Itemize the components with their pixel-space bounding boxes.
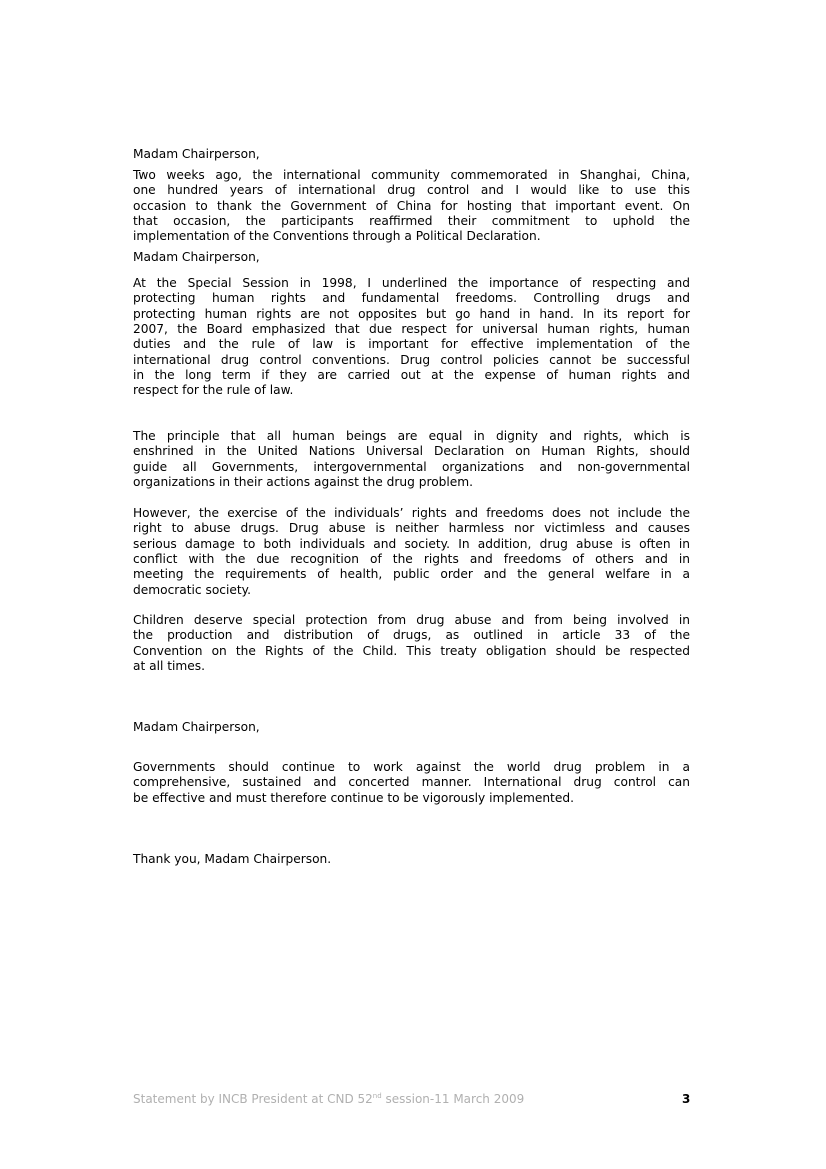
text-line: meeting the requirements of health, public order and the general welfare in a [133, 567, 690, 582]
footer-title: Statement by INCB President at CND 52 [133, 1092, 373, 1106]
text-line: guide all Governments, intergovernmental organizations and non-governmental [133, 459, 690, 474]
text-line: Thank you, Madam Chairperson. [133, 852, 332, 866]
paragraph [133, 760, 690, 806]
text-line: At the Special Session in 1998, I underlined the importance of respecting and [133, 276, 690, 290]
text-line: comprehensive, sustained and concerted manner. International drug control can [133, 775, 690, 790]
text-line: at all times. [133, 659, 205, 674]
text-line: conflict with the due recognition of the rights and freedoms of others and in [133, 552, 690, 567]
text-line: in the long term if they are carried out at the expense of human rights and [133, 368, 690, 383]
text-line: Madam Chairperson, [133, 720, 260, 734]
text-line: However, the exercise of the individuals’ rights and freedoms does not include the [133, 506, 690, 520]
text-line: Convention on the Rights of the Child. This treaty obligation should be respected [133, 643, 690, 658]
footer-date: session-11 March 2009 [381, 1092, 525, 1106]
text-line: be effective and must therefore continue to be vigorously implemented. [133, 790, 574, 805]
text-line: serious damage to both individuals and society. In addition, drug abuse is often in [133, 536, 690, 551]
text-line: Two weeks ago, the international community commemorated in Shanghai, China, [133, 168, 690, 182]
text-line: protecting human rights are not opposites but go hand in hand. In its report for [133, 306, 690, 321]
salutation [133, 250, 690, 265]
text-line: one hundred years of international drug control and I would like to use this [133, 183, 690, 198]
paragraph [133, 613, 690, 674]
text-line: Governments should continue to work against the world drug problem in a [133, 760, 690, 774]
page-number: 3 [682, 1092, 691, 1106]
text-line: the production and distribution of drugs, as outlined in article 33 of the [133, 628, 690, 643]
text-line: Madam Chairperson, [133, 250, 260, 264]
salutation [133, 147, 690, 162]
paragraph [133, 506, 690, 598]
text-line: organizations in their actions against the drug problem. [133, 475, 474, 490]
footer-superscript: nd [372, 1092, 382, 1100]
text-line: duties and the rule of law is important for effective implementation of the [133, 337, 690, 352]
text-line: respect for the rule of law. [133, 383, 294, 398]
text-line: international drug control conventions. Drug control policies cannot be successful [133, 352, 690, 367]
closing [133, 852, 690, 867]
text-line: enshrined in the United Nations Universal Declaration on Human Rights, should [133, 444, 690, 459]
text-line: democratic society. [133, 582, 251, 597]
paragraph [133, 276, 690, 399]
text-line: The principle that all human beings are equal in dignity and rights, which is [133, 429, 690, 443]
paragraph [133, 429, 690, 490]
paragraph [133, 168, 690, 245]
text-line: right to abuse drugs. Drug abuse is neither harmless nor victimless and causes [133, 521, 690, 536]
text-line: implementation of the Conventions through a Political Declaration. [133, 229, 541, 244]
text-line: Madam Chairperson, [133, 147, 260, 161]
salutation [133, 720, 690, 735]
text-line: that occasion, the participants reaffirmed their commitment to uphold the [133, 214, 690, 229]
text-line: 2007, the Board emphasized that due respect for universal human rights, human [133, 322, 690, 337]
footer-text [133, 1092, 524, 1106]
text-line: protecting human rights and fundamental freedoms. Controlling drugs and [133, 291, 690, 306]
text-line: Children deserve special protection from drug abuse and from being involved in [133, 613, 690, 627]
text-line: occasion to thank the Government of China for hosting that important event. On [133, 198, 690, 213]
